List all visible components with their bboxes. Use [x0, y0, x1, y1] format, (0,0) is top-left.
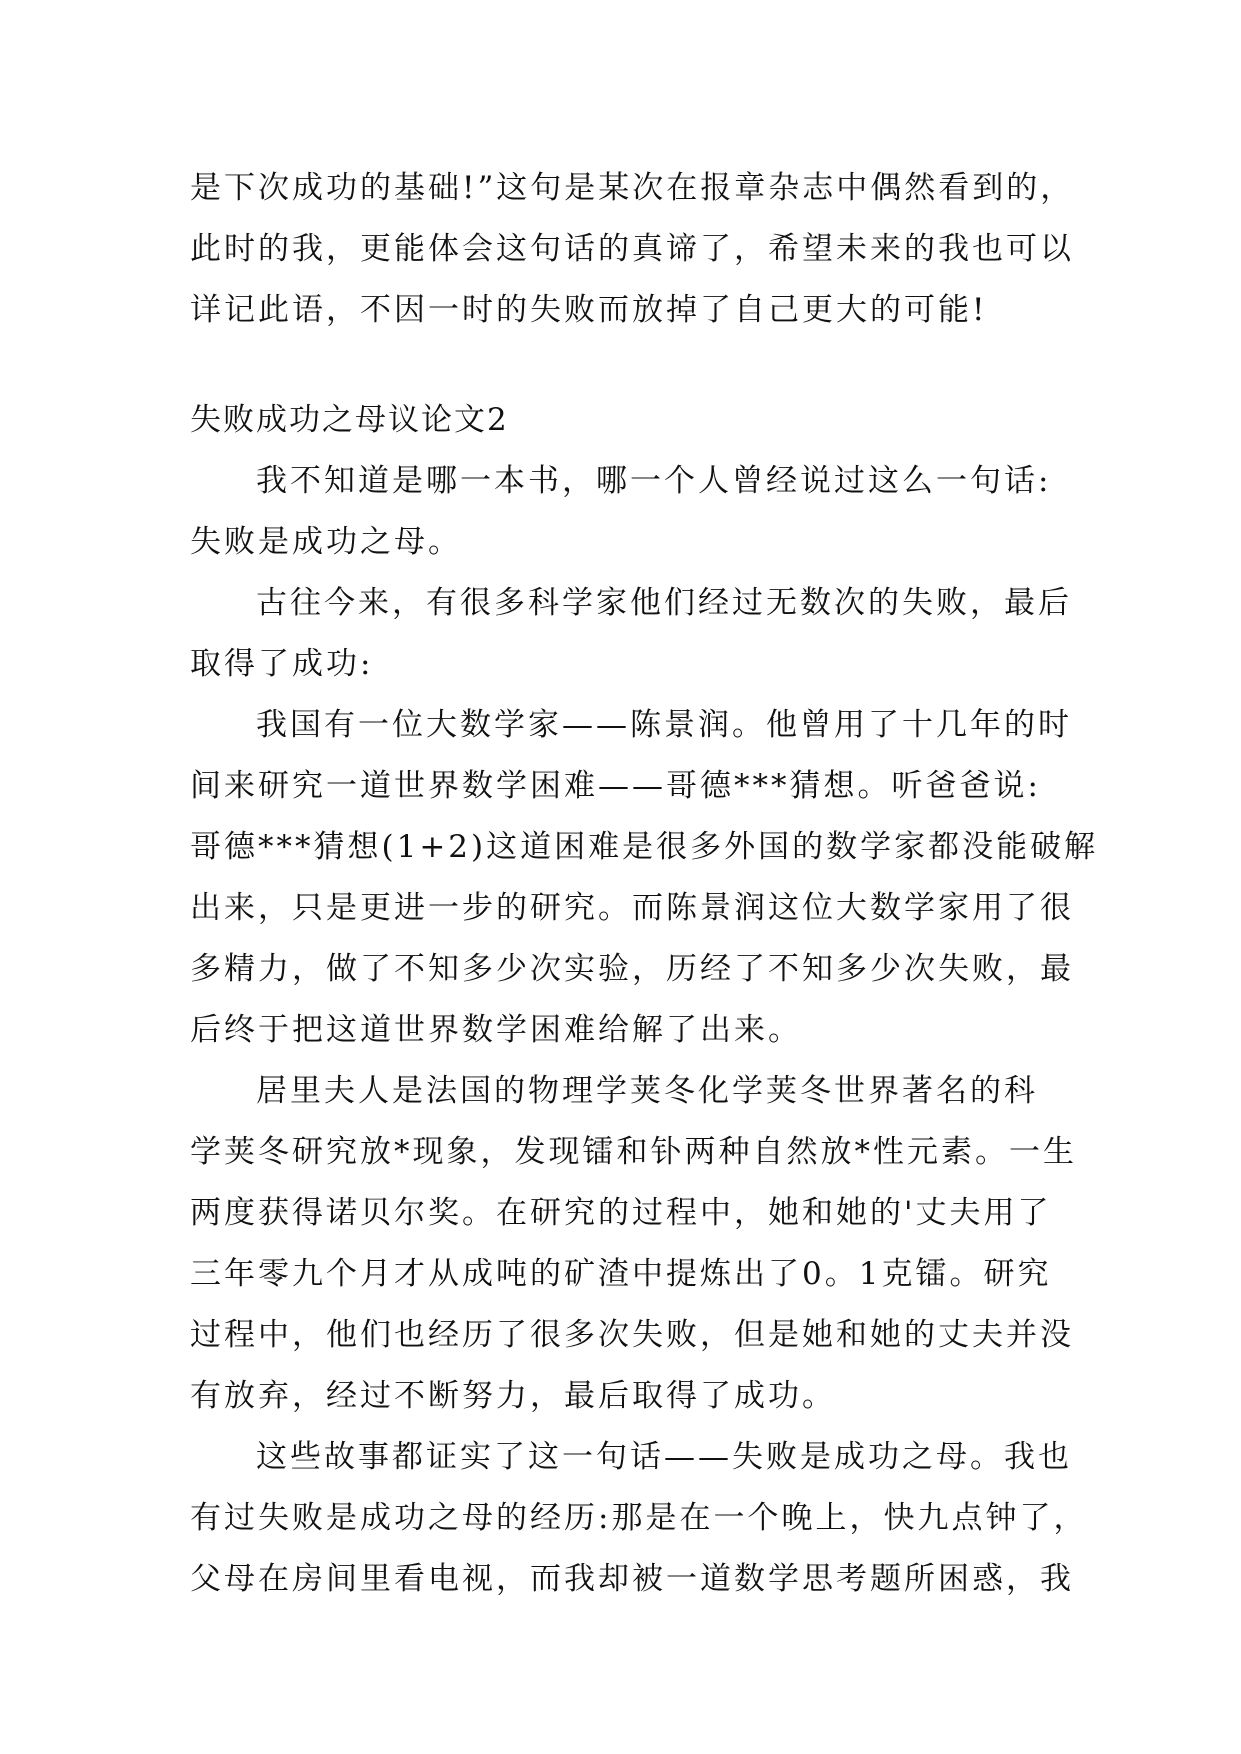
- text-line: 父母在房间里看电视，而我却被一道数学思考题所困惑，我: [190, 1561, 1074, 1597]
- text-line: 三年零九个月才从成吨的矿渣中提炼出了0。1克镭。研究: [190, 1256, 1052, 1292]
- section-title: 失败成功之母议论文2: [190, 402, 509, 438]
- text-line: 两度获得诺贝尔奖。在研究的过程中，她和她的'丈夫用了: [190, 1195, 1052, 1231]
- text-line: 后终于把这道世界数学困难给解了出来。: [190, 1012, 802, 1048]
- text-line: 有放弃，经过不断努力，最后取得了成功。: [190, 1378, 836, 1414]
- text-line: 详记此语，不因一时的失败而放掉了自己更大的可能!: [190, 292, 988, 328]
- text-line: 我国有一位大数学家——陈景润。他曾用了十几年的时: [256, 707, 1072, 743]
- text-line: 学荚冬研究放*现象，发现镭和钋两种自然放*性元素。一生: [190, 1134, 1077, 1170]
- paragraph: [190, 451, 1050, 573]
- text-line: 取得了成功:: [190, 646, 374, 682]
- text-line: 过程中，他们也经历了很多次失败，但是她和她的丈夫并没: [190, 1317, 1074, 1353]
- paragraph: [190, 1427, 1088, 1610]
- text-line: 失败是成功之母。: [190, 524, 462, 560]
- text-line: 出来，只是更进一步的研究。而陈景润这位大数学家用了很: [190, 890, 1074, 926]
- paragraph: [190, 573, 1072, 695]
- text-line: 这些故事都证实了这一句话——失败是成功之母。我也: [256, 1439, 1072, 1475]
- paragraph: [190, 695, 1099, 1061]
- text-line: 有过失败是成功之母的经历:那是在一个晚上，快九点钟了，: [190, 1500, 1088, 1536]
- text-line: 我不知道是哪一本书，哪一个人曾经说过这么一句话:: [256, 463, 1052, 499]
- essay-body: [190, 451, 1099, 1610]
- text-line: 多精力，做了不知多少次实验，历经了不知多少次失败，最: [190, 951, 1074, 987]
- text-line: 间来研究一道世界数学困难——哥德***猜想。听爸爸说:: [190, 768, 1041, 804]
- paragraph: [190, 1061, 1077, 1427]
- text-line: 哥德***猜想(1+2)这道困难是很多外国的数学家都没能破解: [190, 829, 1099, 865]
- text-line: 古往今来，有很多科学家他们经过无数次的失败，最后: [256, 585, 1072, 621]
- text-line: 是下次成功的基础!”这句是某次在报章杂志中偶然看到的，: [190, 170, 1075, 206]
- continued-paragraph: [190, 158, 1075, 341]
- text-line: 此时的我，更能体会这句话的真谛了，希望未来的我也可以: [190, 231, 1074, 267]
- text-line: 居里夫人是法国的物理学荚冬化学荚冬世界著名的科: [256, 1073, 1038, 1109]
